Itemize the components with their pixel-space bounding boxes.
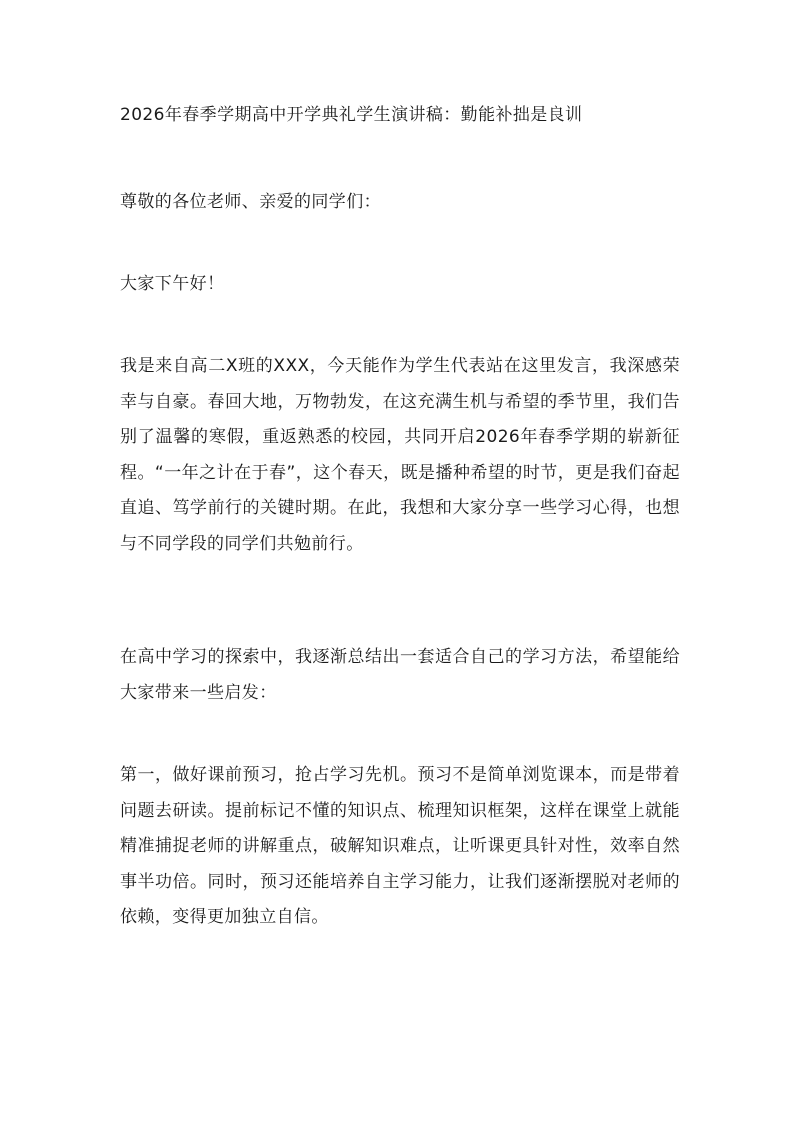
body-paragraph-preview: 第一，做好课前预习，抢占学习先机。预习不是简单浏览课本，而是带着问题去研读。提前标记不懂的知识点、梳理知识框架，这样在课堂上就能精准捕捉老师的讲解重点，破解知识难点，让听课更具针对性，效率自然事半功倍。同时，预习还能培养自主学习能力，让我们逐渐摆脱对老师的依赖，变得更加独立自信。 — [120, 765, 680, 927]
salutation-line: 尊敬的各位老师、亲爱的同学们： — [120, 192, 381, 212]
body-paragraph-intro: 我是来自高二X班的XXX，今天能作为学生代表站在这里发言，我深感荣幸与自豪。春回大地，万物勃发，在这充满生机与希望的季节里，我们告别了温馨的寒假，重返熟悉的校园，共同开启2026年春季学期的崭新征程。“一年之计在于春”，这个春天，既是播种希望的时节，更是我们奋起直追、笃学前行的关键时期。在此，我想和大家分享一些学习心得，也想与不同学段的同学们共勉前行。 — [120, 356, 680, 554]
document-title: 2026年春季学期高中开学典礼学生演讲稿：勤能补拙是良训 — [120, 105, 583, 125]
greeting-line: 大家下午好！ — [120, 274, 225, 294]
body-paragraph-methods-lead: 在高中学习的探索中，我逐渐总结出一套适合自己的学习方法，希望能给大家带来一些启发： — [120, 647, 680, 703]
